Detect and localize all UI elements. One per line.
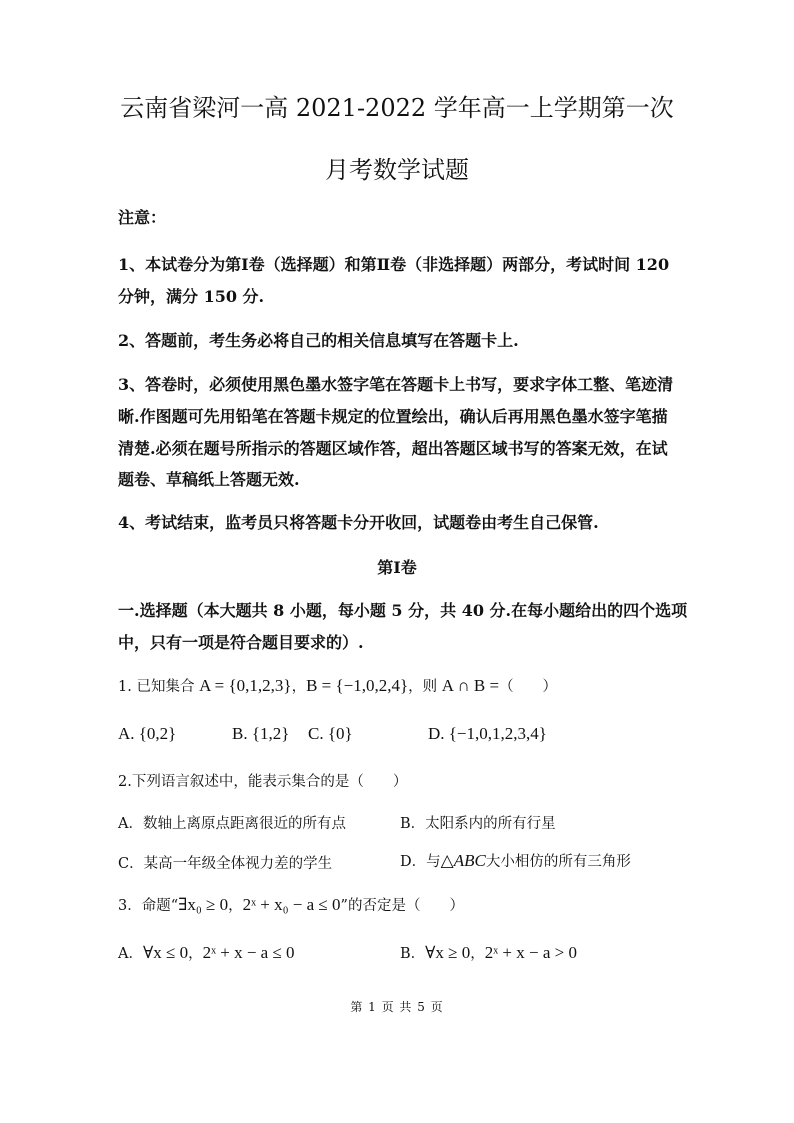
question-2-option-c: C．某高一年级全体视力差的学生 (118, 856, 333, 872)
section-instructions-line1: 一.选择题（本大题共 8 小题，每小题 5 分，共 40 分.在每小题给出的四个选项 (118, 601, 688, 620)
question-1-option-b: B. {1,2} (232, 724, 290, 743)
question-1-option-a: A. {0,2} (118, 724, 177, 743)
question-3-suffix: ”的否定是（ ） (340, 898, 464, 914)
question-1-option-c: C. {0} (308, 724, 353, 743)
question-1 (118, 675, 557, 696)
question-2-option-d-prefix: D．与 (400, 854, 441, 870)
section-instructions-line2: 中，只有一项是符合题目要求的）. (118, 633, 364, 652)
question-1-separator: ， (291, 679, 307, 695)
question-1-expression: A ∩ B = (441, 676, 500, 695)
question-1-middle: ，则 (408, 679, 442, 695)
notice-item-1-line1: 1、本试卷分为第Ⅰ卷（选择题）和第Ⅱ卷（非选择题）两部分，考试时间 120 (118, 255, 670, 274)
notice-heading: 注意： (118, 208, 167, 227)
question-2-option-d (400, 850, 631, 871)
question-3-option-b-label: B． (400, 946, 426, 962)
notice-item-2: 2、答题前，考生务必将自己的相关信息填写在答题卡上. (118, 331, 519, 350)
question-3-separator: ， (228, 898, 243, 914)
question-1-set-a: A = {0,1,2,3} (199, 676, 292, 695)
question-1-set-b: B = {−1,0,2,4} (306, 676, 409, 695)
question-2-stem: 2.下列语言叙述中，能表示集合的是（ ） (118, 774, 408, 790)
question-3-option-b-separator: ， (470, 946, 485, 962)
notice-item-3-line4: 题卷、草稿纸上答题无效. (118, 470, 300, 489)
question-3-math-1: ∃x₀ ≥ 0 (178, 895, 229, 914)
question-2-option-d-triangle: △ABC (440, 851, 486, 870)
question-1-option-d: D. {−1,0,1,2,3,4} (428, 724, 547, 743)
question-1-prefix: 1. 已知集合 (118, 679, 200, 695)
page-footer: 第 1 页 共 5 页 (350, 1000, 444, 1014)
question-3-stem (118, 894, 464, 915)
notice-item-4: 4、考试结束，监考员只将答题卡分开收回，试题卷由考生自己保管. (118, 513, 599, 532)
question-3-option-a-label: A． (118, 946, 143, 962)
question-3-math-2: 2ˣ + x₀ − a ≤ 0 (242, 895, 341, 914)
question-3-option-b-math-2: 2ˣ + x − a > 0 (484, 943, 577, 962)
question-1-answer-paren: （ ） (499, 679, 558, 695)
question-3-option-a-math-1: ∀x ≤ 0 (142, 943, 189, 962)
question-3-option-a-separator: ， (188, 946, 203, 962)
document-title-line1: 云南省梁河一高 2021-2022 学年高一上学期第一次 (120, 94, 674, 122)
document-title-line2: 月考数学试题 (325, 156, 469, 184)
volume-title: 第Ⅰ卷 (377, 558, 417, 577)
question-2-option-b: B．太阳系内的所有行星 (400, 816, 556, 832)
question-3-option-b-math-1: ∀x ≥ 0 (425, 943, 471, 962)
notice-item-3-line2: 晰.作图题可先用铅笔在答题卡规定的位置绘出，确认后再用黑色墨水签字笔描 (118, 407, 668, 426)
question-2-option-d-suffix: 大小相仿的所有三角形 (485, 854, 631, 870)
question-3-option-a (118, 942, 295, 963)
question-3-option-b (400, 942, 577, 963)
question-2-option-a: A．数轴上离原点距离很近的所有点 (118, 816, 346, 832)
question-3-prefix: 3．命题“ (118, 898, 179, 914)
notice-item-1-line2: 分钟，满分 150 分. (118, 287, 265, 306)
notice-item-3-line3: 清楚.必须在题号所指示的答题区域作答，超出答题区域书写的答案无效，在试 (118, 439, 668, 458)
notice-item-3-line1: 3、答卷时，必须使用黑色墨水签字笔在答题卡上书写，要求字体工整、笔迹清 (118, 375, 674, 394)
question-3-option-a-math-2: 2ˣ + x − a ≤ 0 (202, 943, 295, 962)
